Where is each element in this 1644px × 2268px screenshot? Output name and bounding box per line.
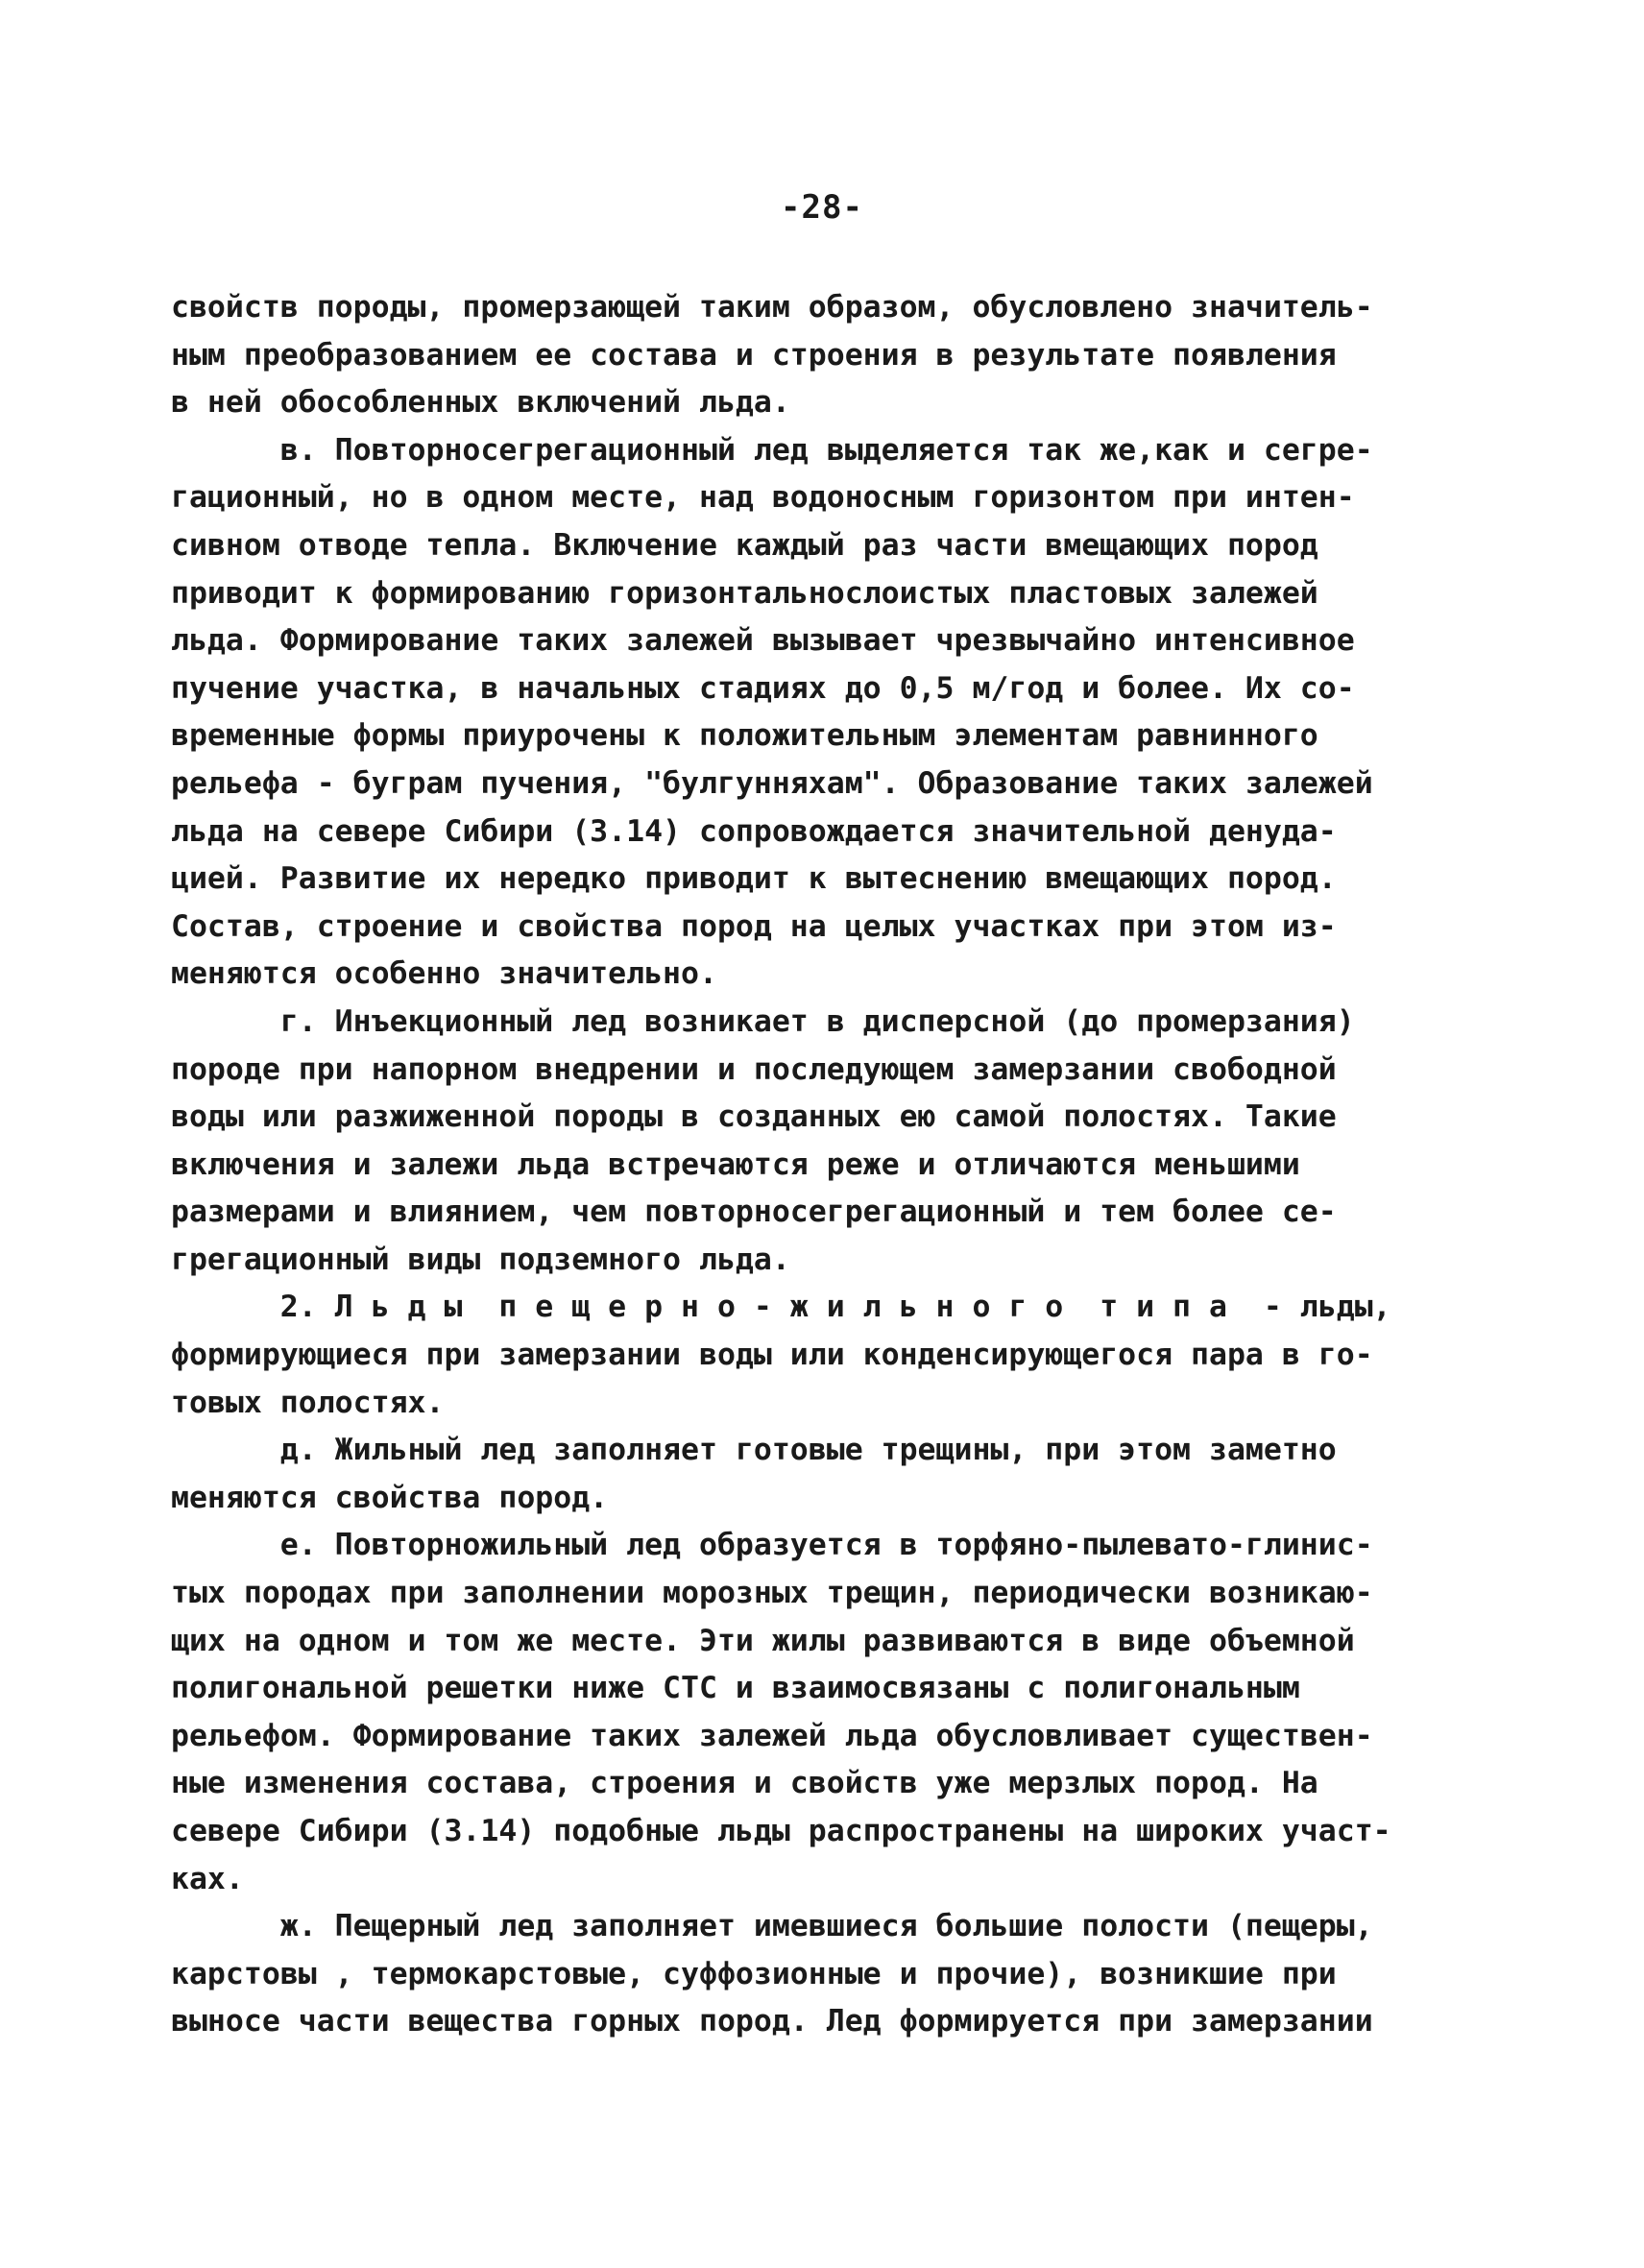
text-line: воды или разжиженной породы в созданных ею самой полостях. Такие: [171, 1099, 1337, 1135]
text-line: формирующиеся при замерзании воды или конденсирующегося пара в го-: [171, 1338, 1373, 1373]
text-line: товых полостях.: [171, 1385, 445, 1420]
text-line: ках.: [171, 1861, 244, 1896]
text-line: ные изменения состава, строения и свойств уже мерзлых пород. На: [171, 1766, 1318, 1801]
text-line: сивном отводе тепла. Включение каждый раз части вмещающих пород: [171, 527, 1318, 563]
text-line: цией. Развитие их нередко приводит к вытеснению вмещающих пород.: [171, 861, 1337, 897]
text-line: в. Повторносегрегационный лед выделяется так же,как и сегре-: [171, 432, 1373, 468]
text-line: в ней обособленных включений льда.: [171, 385, 790, 421]
text-line: включения и залежи льда встречаются реже и отличаются меньшими: [171, 1146, 1300, 1182]
text-line: карстовы , термокарстовые, суффозионные и прочие), возникшие при: [171, 1956, 1337, 1991]
text-line: гационный, но в одном месте, над водоносным горизонтом при интен-: [171, 480, 1355, 516]
text-line: грегационный виды подземного льда.: [171, 1242, 790, 1277]
text-line: ж. Пещерный лед заполняет имевшиеся большие полости (пещеры,: [171, 1909, 1373, 1944]
text-line: породе при напорном внедрении и последующем замерзании свободной: [171, 1051, 1337, 1087]
text-line: меняются особенно значительно.: [171, 956, 717, 992]
text-line: льда. Формирование таких залежей вызывает чрезвычайно интенсивное: [171, 623, 1355, 659]
text-line: е. Повторножильный лед образуется в торфяно-пылевато-глинис-: [171, 1528, 1373, 1563]
text-line: меняются свойства пород.: [171, 1480, 609, 1515]
text-line: свойств породы, промерзающей таким образом, обусловлено значитель-: [171, 290, 1373, 325]
text-line: щих на одном и том же месте. Эти жилы развиваются в виде объемной: [171, 1623, 1355, 1658]
text-line: полигональной решетки ниже СТС и взаимосвязаны с полигональным: [171, 1671, 1300, 1706]
text-line: временные формы приурочены к положительным элементам равнинного: [171, 718, 1318, 754]
text-line: тых породах при заполнении морозных трещин, периодически возникаю-: [171, 1576, 1373, 1611]
text-line: ным преобразованием ее состава и строения в результате появления: [171, 337, 1337, 373]
text-line: рельефа - буграм пучения, "булгунняхам". Образование таких залежей: [171, 765, 1373, 801]
text-line: выносе части вещества горных пород. Лед формируется при замерзании: [171, 2004, 1373, 2039]
page-number: -28-: [781, 188, 863, 227]
text-line: Состав, строение и свойства пород на целых участках при этом из-: [171, 908, 1337, 944]
text-line: 2. Л ь д ы п е щ е р н о - ж и л ь н о г о т и п а - льды,: [171, 1290, 1391, 1325]
document-body: [171, 284, 1477, 2046]
text-line: г. Инъекционный лед возникает в дисперсной (до промерзания): [171, 1003, 1355, 1039]
text-line: севере Сибири (3.14) подобные льды распространены на широких участ-: [171, 1814, 1391, 1848]
text-line: льда на севере Сибири (3.14) сопровождается значительной денуда-: [171, 813, 1337, 849]
text-line: приводит к формированию горизонтальнослоистых пластовых залежей: [171, 575, 1318, 611]
text-line: д. Жильный лед заполняет готовые трещины, при этом заметно: [171, 1433, 1337, 1468]
text-line: пучение участка, в начальных стадиях до 0,5 м/год и более. Их со-: [171, 670, 1355, 706]
text-line: рельефом. Формирование таких залежей льда обусловливает существен-: [171, 1718, 1373, 1753]
text-line: размерами и влиянием, чем повторносегрегационный и тем более се-: [171, 1194, 1337, 1230]
